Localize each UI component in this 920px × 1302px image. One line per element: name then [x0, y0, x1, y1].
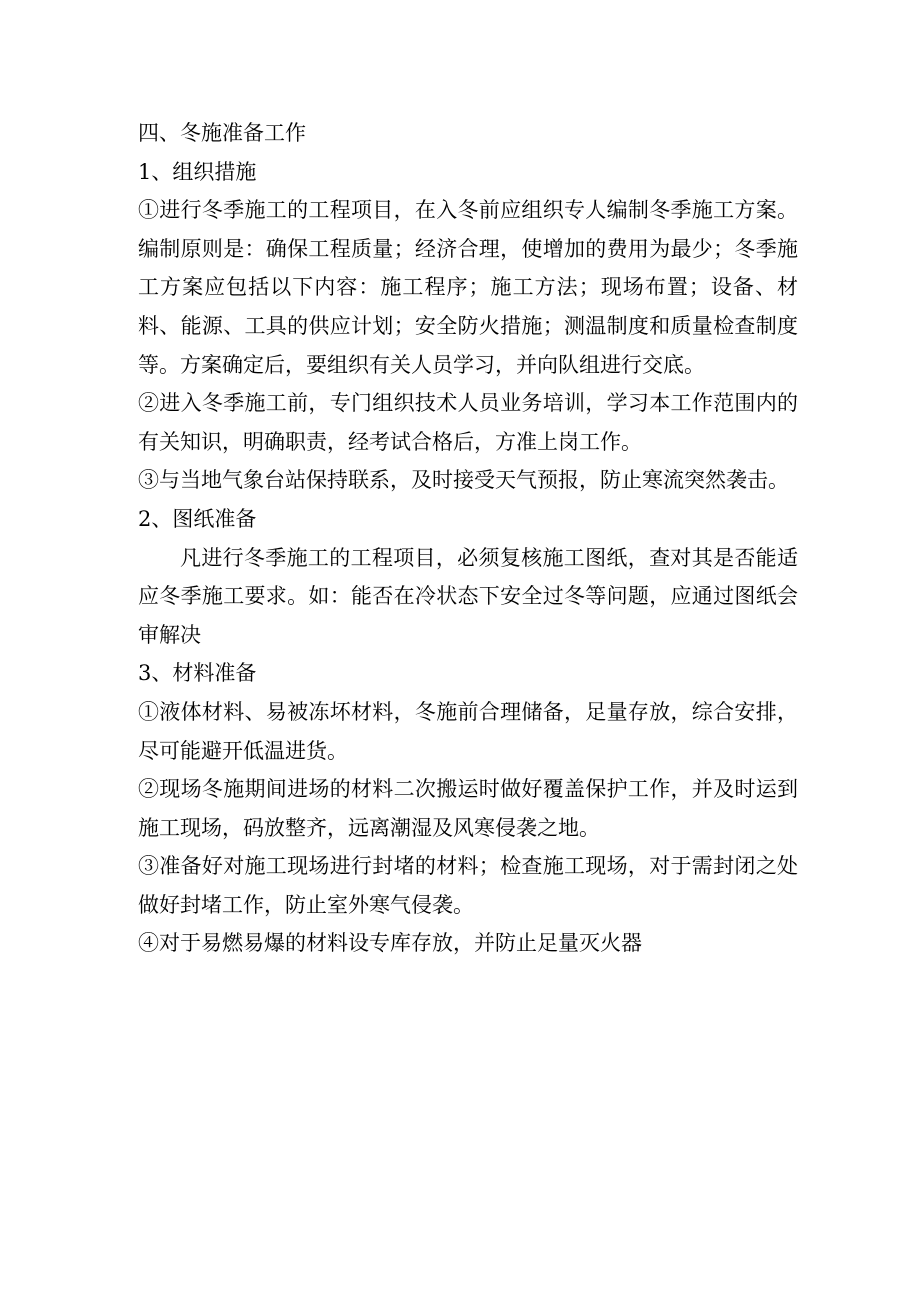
- paragraph: 凡进行冬季施工的工程项目，必须复核施工图纸，查对其是否能适应冬季施工要求。如：能否在冷状态下安全过冬等问题，应通过图纸会审解决: [138, 545, 798, 647]
- paragraph: ②进入冬季施工前，专门组织技术人员业务培训，学习本工作范围内的有关知识，明确职责，经考试合格后，方准上岗工作。: [138, 391, 798, 454]
- document-body: [138, 114, 798, 963]
- paragraph: ②现场冬施期间进场的材料二次搬运时做好覆盖保护工作，并及时运到施工现场，码放整齐，远离潮湿及风寒侵袭之地。: [138, 777, 798, 840]
- paragraph: ③准备好对施工现场进行封堵的材料；检查施工现场，对于需封闭之处做好封堵工作，防止室外寒气侵袭。: [138, 854, 798, 917]
- subsection-title-materials: 3、材料准备: [138, 661, 257, 686]
- subsection-title-drawings: 2、图纸准备: [138, 506, 257, 531]
- subsection-title-organization: 1、组织措施: [138, 159, 257, 184]
- paragraph: ①进行冬季施工的工程项目，在入冬前应组织专人编制冬季施工方案。编制原则是：确保工程质量；经济合理，使增加的费用为最少；冬季施工方案应包括以下内容：施工程序；施工方法；现场布置；设备、材料、能源、工具的供应计划；安全防火措施；测温制度和质量检查制度等。方案确定后，要组织有关人员学习，并向队组进行交底。: [138, 198, 798, 377]
- paragraph: ④对于易燃易爆的材料设专库存放，并防止足量灭火器: [138, 931, 642, 956]
- paragraph: ③与当地气象台站保持联系，及时接受天气预报，防止寒流突然袭击。: [138, 468, 789, 493]
- paragraph: ①液体材料、易被冻坏材料，冬施前合理储备，足量存放，综合安排，尽可能避开低温进货。: [138, 699, 798, 763]
- section-heading: 四、冬施准备工作: [138, 121, 306, 145]
